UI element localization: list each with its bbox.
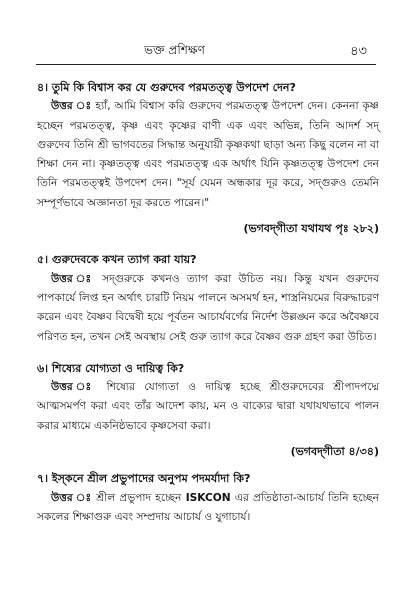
- spacer: [37, 238, 379, 250]
- answer-text: শিষ্যের যোগ্যতা ও দায়িত্ব হচ্ছে শ্রীগুরুদেবের শ্রীপাদপদ্মে আত্মসমর্পণ করা এবং তাঁর আদেশ কায়, মন ও বাক্যের দ্বারা যথাযথভাবে পালন করার মাধ্যমে একনিষ্ঠভাবে কৃষ্ণসেবা করা।: [37, 381, 379, 432]
- answer-text: হ্যাঁ, আমি বিশ্বাস করি গুরুদেব পরমতত্ত্ব উপদেশ দেন। কেননা কৃষ্ণ হচ্ছেন পরমতত্ত্ব, কৃষ্ণ এবং কৃষ্ণের বাণী এক এবং অভিন্ন, তিনি আদর্শ সদ্‌ গুরুদেব তিনি শ্রী ভাগবতের সিদ্ধান্ত অনুযায়ী কৃষ্ণকথা ছাড়া অন্য কিছু বলেন না বা শিক্ষা দেন না। কৃষ্ণতত্ত্ব এবং পরমতত্ত্ব এক অর্থাৎ যিনি কৃষ্ণতত্ত্ব উপদেশ দেন তিনি পরমতত্ত্বই উপদেশ দেন। "সূর্য যেমন অন্ধকার দূর করে, সদ্‌গুরুও তেমনি সম্পূর্ণভাবে অজ্ঞানতা দূর করতে পারেন।": [37, 100, 379, 209]
- qa-item-4: [37, 78, 379, 238]
- reference-4: (ভগবদ্‌গীতা যথাযথ পৃঃ ২৮২): [243, 222, 379, 236]
- answer-text-pre: শ্রীল প্রভুপাদ হচ্ছেন: [96, 491, 186, 504]
- header-rule: [36, 64, 376, 65]
- iskcon-name: ISKCON: [185, 491, 231, 504]
- question-4: ৪। তুমি কি বিশ্বাস কর যে গুরুদেব পরমতত্ত্ব উপদেশ দেন?: [37, 81, 296, 94]
- answer-5: [37, 270, 379, 347]
- qa-item-5: [37, 250, 379, 346]
- qa-item-6: [37, 359, 379, 461]
- answer-4: [37, 97, 379, 213]
- page-number: ৪৩: [350, 44, 367, 59]
- reference-6: (ভগবদ্‌গীতা ৪/৩৪): [290, 445, 379, 459]
- answer-label: উত্তর ঃ: [51, 272, 95, 285]
- page-body: [37, 78, 379, 527]
- spacer: [37, 347, 379, 359]
- question-7: ৭। ইস্‌কনে শ্রীল প্রভুপাদের অনুপম পদমর্যাদা কি?: [37, 472, 251, 486]
- answer-text: সদ্‌গুরুকে কখনও ত্যাগ করা উচিত নয়। কিন্তু যখন গুরুদেব পাপকার্যে লিপ্ত হন অর্থাৎ চারটি নিয়ম পালনে অসমর্থ হন, শাস্ত্রনিয়মের বিরুদ্ধাচরণ করেন এবং বৈষ্ণব বিদ্বেষী হয়ে পূর্বতন আচার্যবর্গের নির্দেশ উল্লঙ্ঘন করে অবৈষ্ণবে পরিণত হন, তখন সেই অবস্থায় সেই গুরু ত্যাগ করে বৈষ্ণব গুরু গ্রহণ করা উচিত।: [37, 272, 379, 343]
- answer-label: উত্তর ঃ: [51, 100, 92, 113]
- question-6: ৬। শিষ্যের যোগ্যতা ও দায়িত্ব কি?: [37, 361, 185, 375]
- qa-item-7: [37, 469, 379, 527]
- answer-7: [37, 489, 379, 528]
- answer-label: উত্তর ঃ: [51, 381, 98, 394]
- answer-label: উত্তর ঃ: [51, 491, 93, 504]
- answer-6: [37, 378, 379, 436]
- spacer: [37, 461, 379, 469]
- page-header: [0, 42, 403, 62]
- answer-text-post: এর প্রতিষ্ঠাতা-আচার্য তিনি হচ্ছেন সকলের শিক্ষাগুরু এবং সম্প্রদায় আচার্য ও যুগাচার্য।: [37, 491, 379, 523]
- running-title: ভক্ত প্রশিক্ষণ: [144, 43, 205, 57]
- question-5: ৫। গুরুদেবকে কখন ত্যাগ করা যায়?: [37, 253, 197, 267]
